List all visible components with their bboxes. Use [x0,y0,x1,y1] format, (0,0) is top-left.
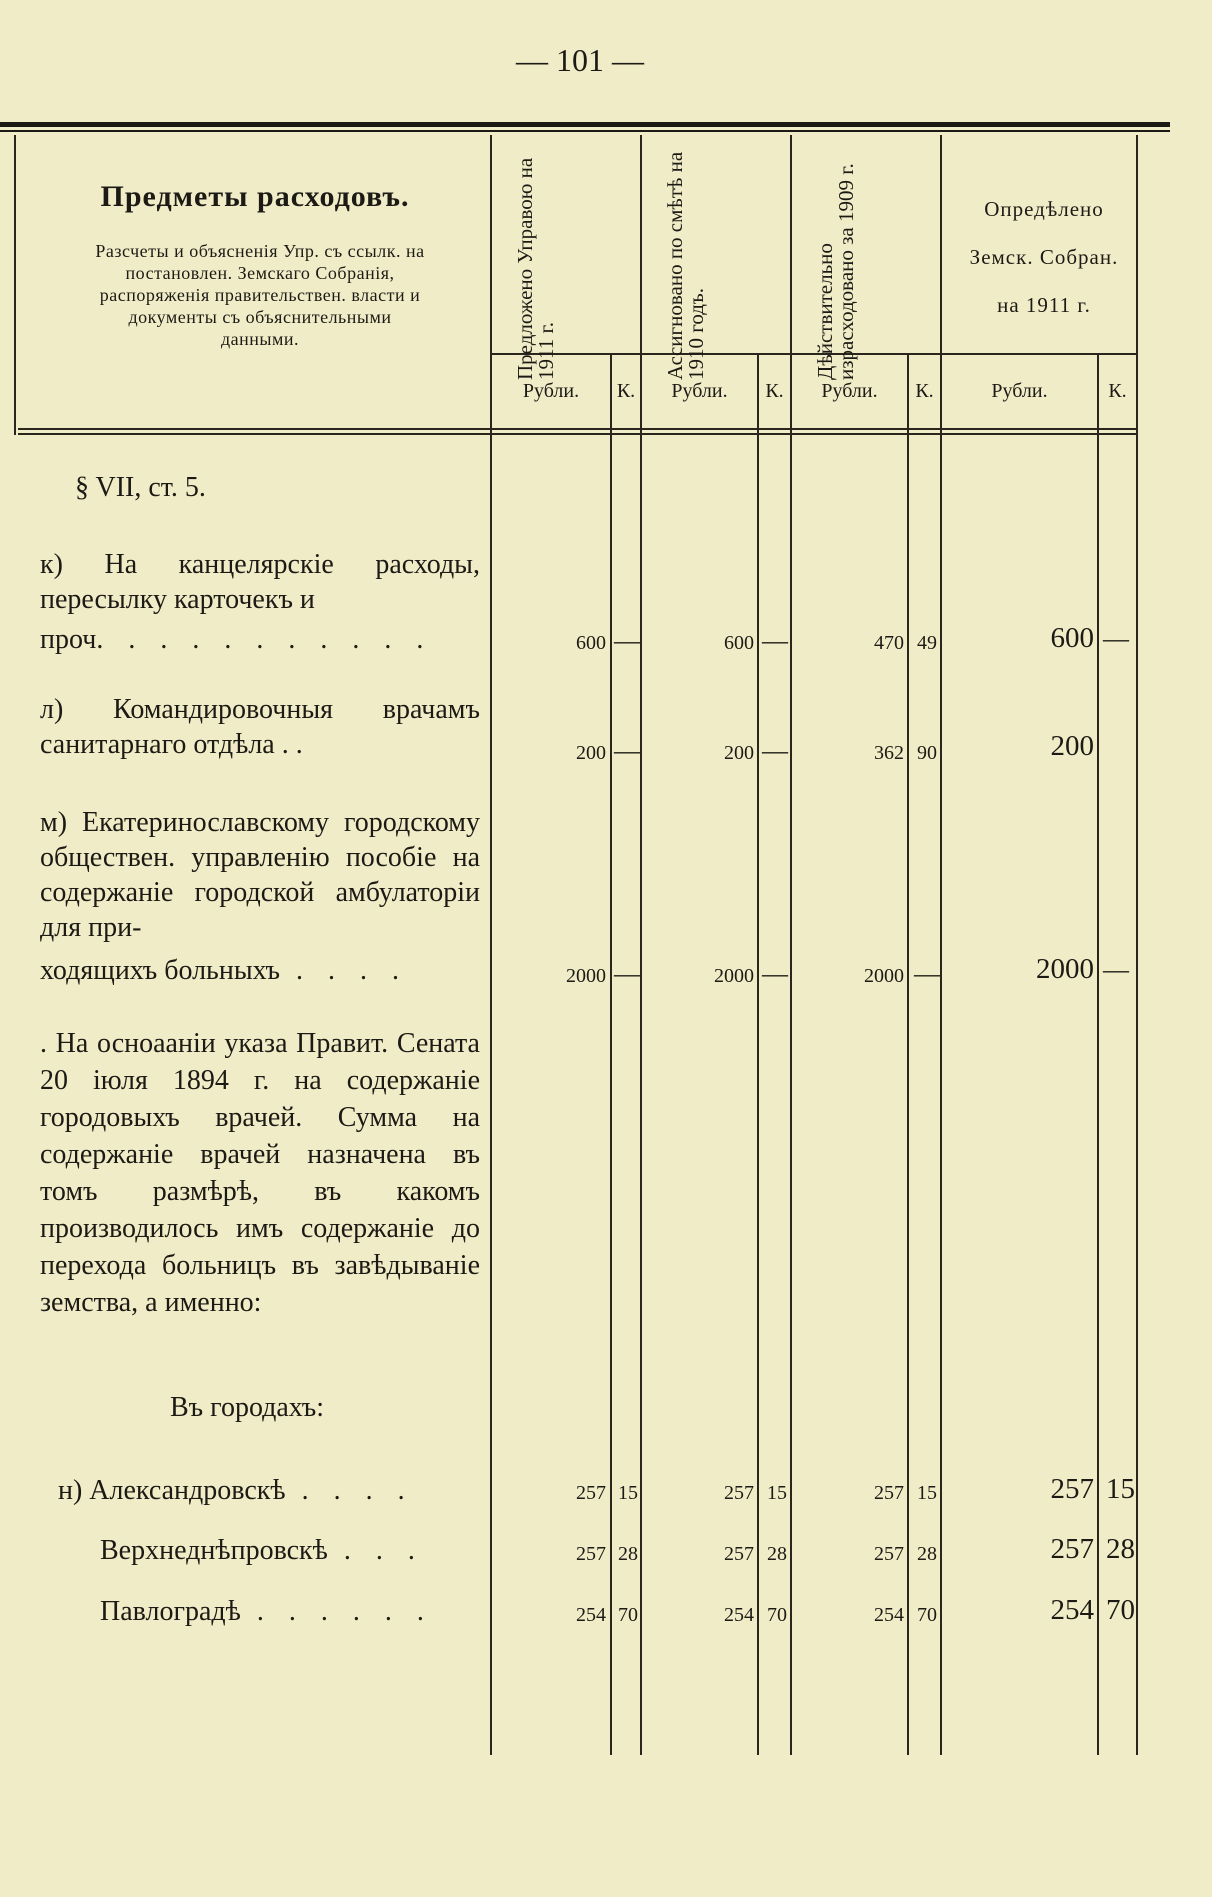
k-spent-kop: 49 [917,632,937,654]
col-assigned-header: Ассигновано по смѣтѣ на 1910 годъ. [663,151,708,380]
n-assigned-kop: 15 [767,1482,787,1504]
p-assigned-rub: 254 [724,1604,754,1626]
unit-kop-proposed: К. [616,380,636,402]
page-number: — 101 — [516,42,644,78]
unit-kop-defined: К. [1108,380,1127,402]
n-spent-kop: 15 [917,1482,937,1504]
col-defined-header [944,185,1144,329]
l-spent-kop: 90 [917,742,937,764]
k-assigned-rub: 600 [724,632,754,654]
item-n-words: н) Александровскѣ [58,1475,286,1506]
p-proposed-kop: 70 [618,1604,638,1626]
unit-rub-defined: Рубли. [991,380,1048,402]
item-k-text: к) На канцелярскіе расходы, пересылку карточекъ и [40,549,480,615]
unit-rub-proposed: Рубли. [522,380,580,402]
item-p-label: Павлоградѣ . . . . . . [100,1596,433,1627]
col-defined-line-1: Опредѣлено [984,197,1104,221]
k-defined-rub: 600 [1050,622,1094,654]
v-proposed-rub: 257 [576,1543,606,1565]
p-spent-kop: 70 [917,1604,937,1626]
item-l-text: л) Командировочныя врачамъ санитарнаго отдѣла . . [40,694,480,760]
v-defined-kop: 28 [1106,1533,1135,1565]
v-spent-rub: 257 [874,1543,904,1565]
header-description: Разсчеты и объясненія Упр. съ ссылк. на постановлен. Земскаго Собранія, распоряженія правительствен. власти и документы съ объяснительными данными. [95,241,425,349]
unit-rub-spent: Рубли. [821,380,878,402]
unit-rub-assigned: Рубли. [671,380,728,402]
header-title: Предметы расходовъ. [100,180,410,213]
item-p-words: Павлоградѣ [100,1596,241,1627]
l-proposed-rub: 200 [576,742,606,764]
section-heading: § VII, ст. 5. [75,472,206,503]
n-proposed-kop: 15 [618,1482,638,1504]
k-proposed-rub: 600 [576,632,606,654]
k-assigned-kop: — [762,626,788,655]
p-spent-rub: 254 [874,1604,904,1626]
v-proposed-kop: 28 [618,1543,638,1565]
item-m-last: ходящихъ больныхъ . . . . [40,955,409,986]
v-assigned-rub: 257 [724,1543,754,1565]
p-proposed-rub: 254 [576,1604,606,1626]
item-m-text: м) Екатеринославскому городскому обществен. управленію пособіе на содержаніе городской амбулаторіи для при- [40,807,480,943]
col-spent-header: Дѣйствительно израсходовано за 1909 г. [813,163,858,380]
col-defined-line-2: Земск. Собран. [969,245,1119,269]
m-proposed-kop: — [614,959,640,988]
k-proposed-kop: — [614,626,640,655]
m-assigned-kop: — [762,959,788,988]
p-defined-rub: 254 [1050,1594,1094,1626]
n-defined-kop: 15 [1106,1473,1135,1505]
m-spent-rub: 2000 [864,965,904,987]
p-assigned-kop: 70 [767,1604,787,1626]
divider-spent [940,135,942,1755]
item-v-label: Верхнеднѣпровскѣ . . . [100,1535,424,1566]
l-defined-rub: 200 [1050,730,1094,762]
divider-assigned [790,135,792,1755]
col-defined-line-3: на 1911 г. [997,293,1091,317]
item-k-last-word: проч [40,624,97,655]
item-m-last-words: ходящихъ больныхъ [40,955,281,986]
n-proposed-rub: 257 [576,1482,606,1504]
unit-kop-assigned: К. [765,380,784,402]
v-assigned-kop: 28 [767,1543,787,1565]
m-defined-kop: — [1103,955,1129,984]
n-defined-rub: 257 [1050,1473,1094,1505]
m-spent-kop: — [914,959,940,988]
cities-heading: Въ городахъ: [170,1392,324,1423]
k-spent-rub: 470 [874,632,904,654]
p-defined-kop: 70 [1106,1594,1135,1626]
l-assigned-kop: — [762,736,788,765]
l-spent-rub: 362 [874,742,904,764]
n-spent-rub: 257 [874,1482,904,1504]
left-border [14,135,16,435]
right-border [1136,135,1138,1755]
header-bottom-line [18,428,1136,430]
v-defined-rub: 257 [1050,1533,1094,1565]
m-assigned-rub: 2000 [714,965,754,987]
k-defined-kop: — [1103,624,1129,653]
col-proposed-header: Предложено Управою на 1911 г. [513,157,558,380]
city-doctors-note: . На осноааніи указа Правит. Сената 20 іюля 1894 г. на содержаніе городовыхъ врачей. Сумма на содержаніе врачей назначена въ томъ размѣрѣ, въ какомъ производилось имъ содержаніе до перехода больницъ въ завѣдываніе земства, а именно: [40,1028,480,1318]
m-proposed-rub: 2000 [566,965,606,987]
l-assigned-rub: 200 [724,742,754,764]
item-n-label: н) Александровскѣ . . . . [58,1475,414,1506]
item-k-last: проч. . . . . . . . . . . [40,624,433,655]
header-bottom-line-2 [18,433,1136,435]
unit-kop-spent: К. [915,380,934,402]
m-defined-rub: 2000 [1036,953,1094,985]
divider-text [490,135,492,1755]
v-spent-kop: 28 [917,1543,937,1565]
item-v-words: Верхнеднѣпровскѣ [100,1535,328,1566]
item-l-words: л) Командировочныя врачамъ санитарнаго отдѣла [40,694,480,760]
divider-proposed [640,135,642,1755]
n-assigned-rub: 257 [724,1482,754,1504]
l-proposed-kop: — [614,736,640,765]
